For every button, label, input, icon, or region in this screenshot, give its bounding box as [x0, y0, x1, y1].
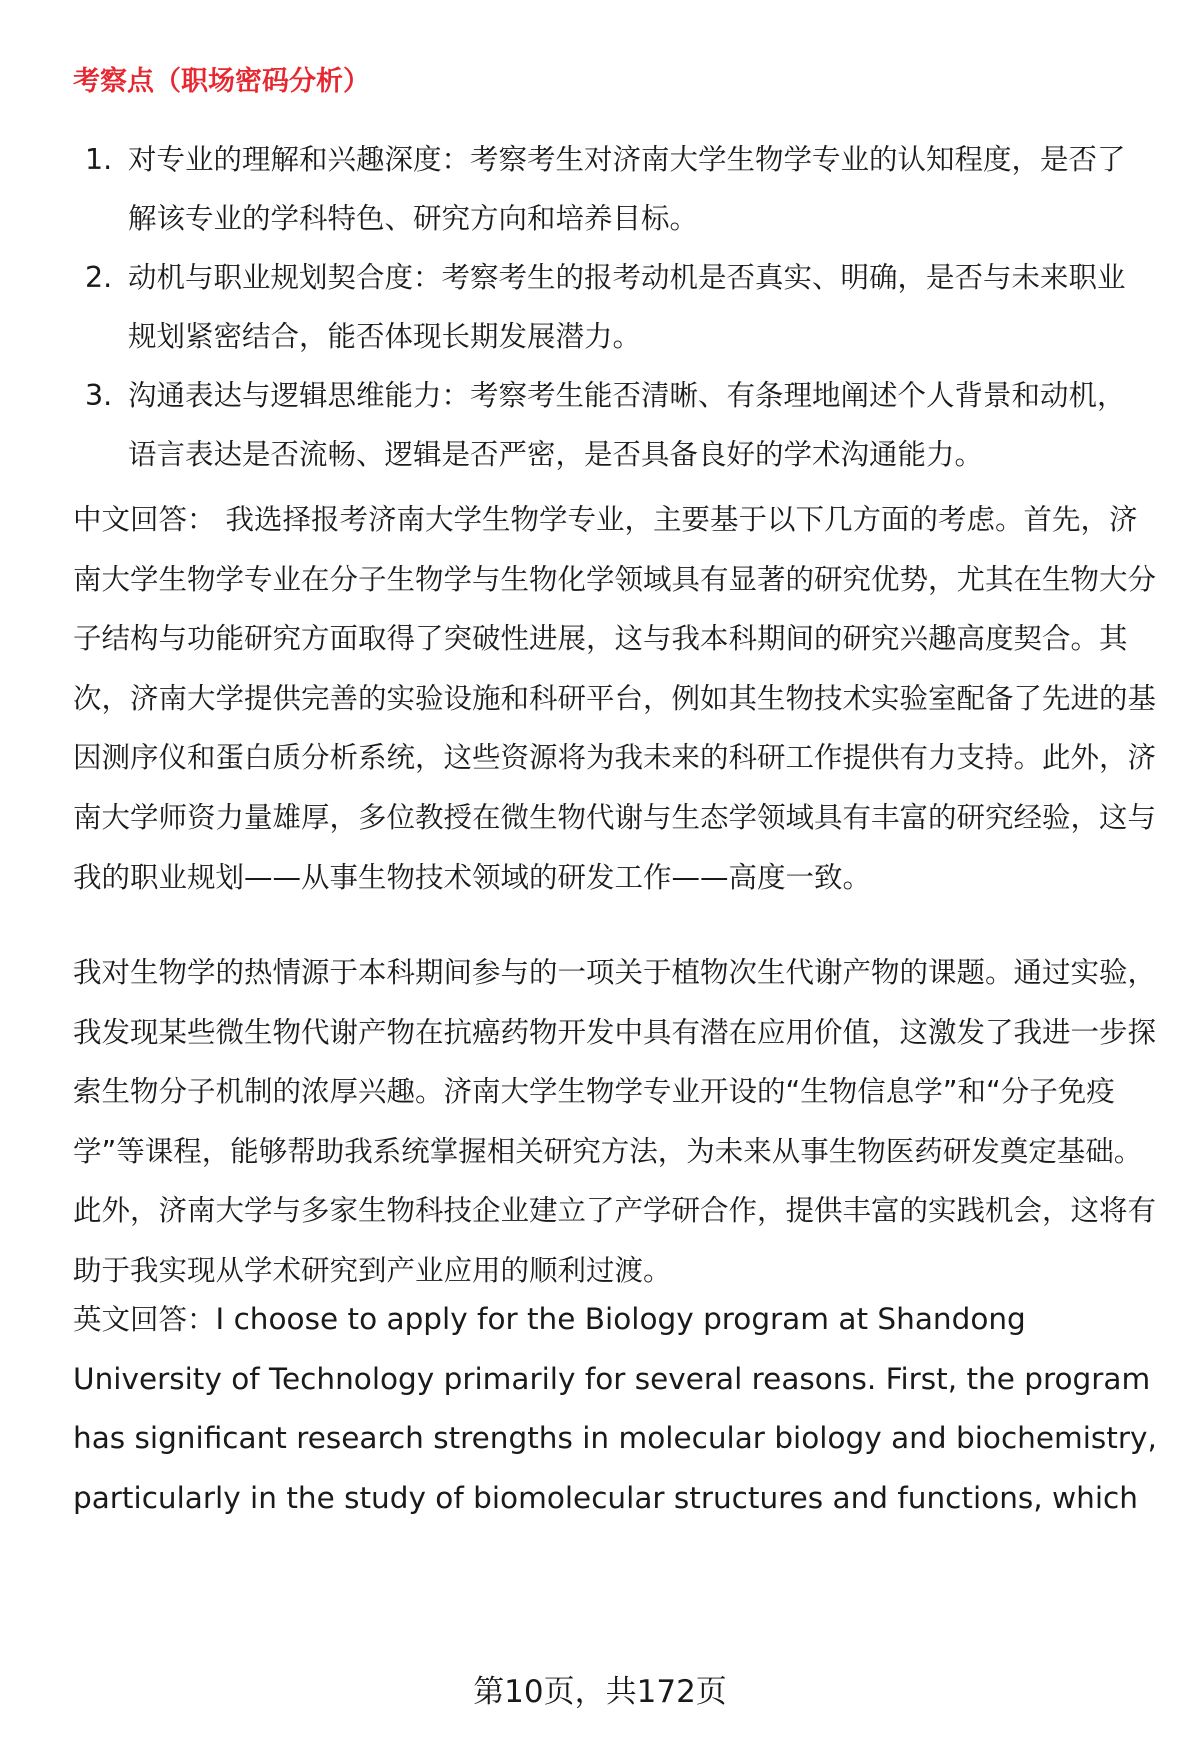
- list-item-text: 动机与职业规划契合度：考察考生的报考动机是否真实、明确，是否与未来职业规划紧密结合，能否体现长期发展潜力。: [128, 261, 1126, 353]
- chinese-answer-text-2: 我对生物学的热情源于本科期间参与的一项关于植物次生代谢产物的课题。通过实验，我发现某些微生物代谢产物在抗癌药物开发中具有潜在应用价值，这激发了我进一步探索生物分子机制的浓厚兴趣。济南大学生物学专业开设的“生物信息学”和“分子免疫学”等课程，能够帮助我系统掌握相关研究方法，为未来从事生物医药研发奠定基础。此外，济南大学与多家生物科技企业建立了产学研合作，提供丰富的实践机会，这将有助于我实现从学术研究到产业应用的顺利过渡。: [73, 956, 1157, 1287]
- english-answer-paragraph: [73, 1290, 1158, 1528]
- list-item: [73, 248, 1153, 366]
- list-item-number: 1.: [85, 143, 113, 176]
- english-answer-text: I choose to apply for the Biology program at Shandong University of Technology primarily for several reasons. First, the program has significant research strengths in molecular biology and biochemistry, particularly in the study of biomolecular structures and functions, which: [73, 1302, 1157, 1515]
- list-item: [73, 130, 1153, 248]
- chinese-answer-label: 中文回答：: [73, 503, 216, 536]
- list-item-text: 沟通表达与逻辑思维能力：考察考生能否清晰、有条理地阐述个人背景和动机，语言表达是否流畅、逻辑是否严密，是否具备良好的学术沟通能力。: [128, 379, 1126, 471]
- english-answer-label: 英文回答：: [73, 1303, 216, 1336]
- list-item: [73, 366, 1153, 484]
- section-title: 考察点（职场密码分析）: [73, 66, 370, 97]
- key-points-list: [73, 130, 1153, 484]
- page-number-footer: 第10页，共172页: [473, 1674, 727, 1710]
- list-item-number: 3.: [85, 379, 113, 412]
- chinese-answer-paragraph-1: [73, 490, 1158, 907]
- list-item-number: 2.: [85, 261, 113, 294]
- chinese-answer-paragraph-2: [73, 943, 1158, 1301]
- chinese-answer-text-1: 我选择报考济南大学生物学专业，主要基于以下几方面的考虑。首先，济南大学生物学专业在分子生物学与生物化学领域具有显著的研究优势，尤其在生物大分子结构与功能研究方面取得了突破性进展，这与我本科期间的研究兴趣高度契合。其次，济南大学提供完善的实验设施和科研平台，例如其生物技术实验室配备了先进的基因测序仪和蛋白质分析系统，这些资源将为我未来的科研工作提供有力支持。此外，济南大学师资力量雄厚，多位教授在微生物代谢与生态学领域具有丰富的研究经验，这与我的职业规划——从事生物技术领域的研发工作——高度一致。: [73, 503, 1157, 894]
- list-item-text: 对专业的理解和兴趣深度：考察考生对济南大学生物学专业的认知程度，是否了解该专业的学科特色、研究方向和培养目标。: [128, 143, 1126, 235]
